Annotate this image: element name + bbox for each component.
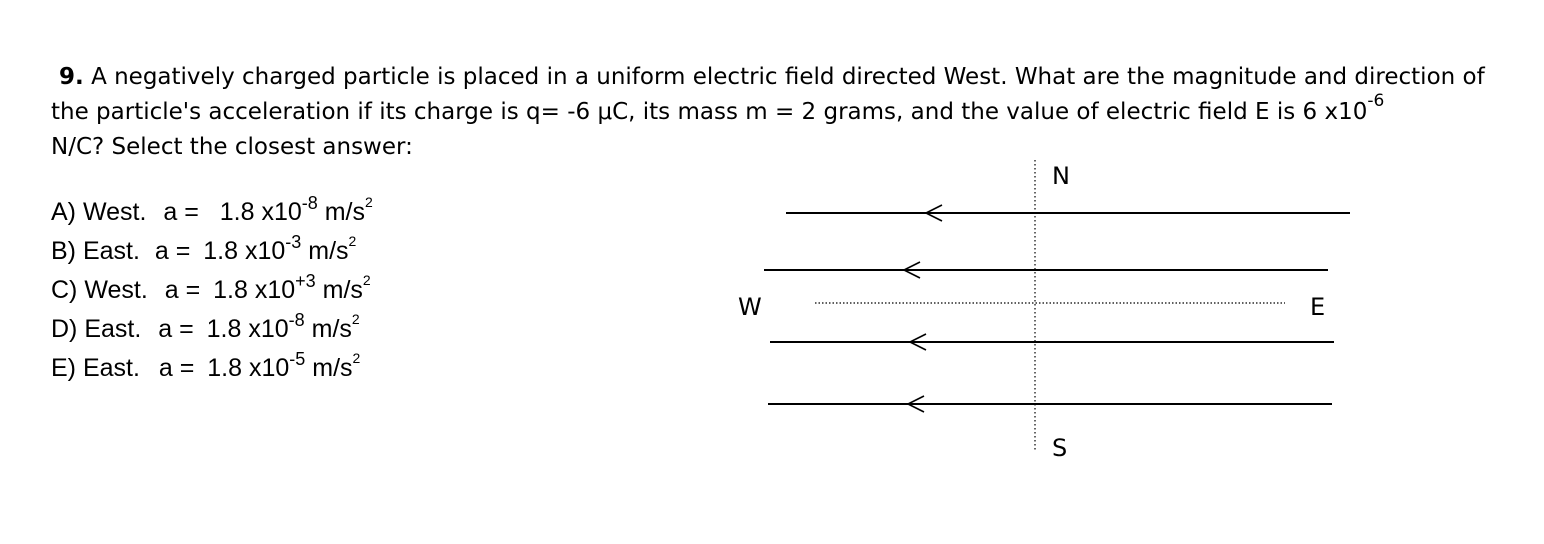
question-text (51, 60, 1491, 165)
field-diagram-svg (730, 160, 1370, 470)
field-exponent: -6 (1367, 91, 1385, 112)
answer-unit: m/s (322, 276, 363, 304)
field-line (768, 396, 1332, 412)
answer-mantissa: 1.8 x10 (203, 237, 286, 265)
answer-c[interactable] (51, 270, 373, 315)
answer-exponent: -5 (289, 348, 306, 369)
question-body-end: N/C? Select the closest answer: (51, 134, 413, 160)
field-diagram (730, 160, 1370, 474)
south-label: S (1052, 434, 1068, 462)
answer-label: E) East. (51, 354, 140, 382)
answer-unit-exponent: 2 (365, 193, 373, 210)
field-line (770, 334, 1334, 350)
answer-label: D) East. (51, 315, 142, 343)
answer-unit: m/s (312, 354, 353, 382)
answer-prefix: a = (158, 315, 194, 343)
answer-mantissa: 1.8 x10 (213, 276, 296, 304)
question-body: A negatively charged particle is placed in a uniform electric field directed West. What are the magnitude and direction of the particle's acceleration if its charge is q= -6 μC, its mass m = 2 grams, and the value of electric field E is 6 x10 (51, 64, 1485, 125)
answer-b[interactable] (51, 231, 373, 276)
field-line (764, 262, 1328, 278)
answer-mantissa: 1.8 x10 (206, 315, 289, 343)
answer-unit-exponent: 2 (351, 310, 360, 327)
north-label: N (1052, 162, 1070, 190)
field-line (786, 205, 1350, 221)
answer-prefix: a = (158, 354, 195, 382)
answer-prefix: a = (163, 198, 199, 226)
answer-d[interactable] (51, 309, 373, 354)
answer-unit-exponent: 2 (348, 232, 357, 249)
answer-label: B) East. (51, 237, 140, 265)
question-number: 9. (59, 64, 84, 90)
answer-exponent: -3 (285, 231, 302, 252)
answer-unit-exponent: 2 (362, 271, 371, 288)
west-label: W (738, 293, 762, 321)
answer-mantissa: 1.8 x10 (219, 198, 302, 226)
answer-choices (51, 192, 373, 393)
answer-exponent: -8 (301, 192, 318, 213)
answer-exponent: -8 (288, 309, 305, 330)
answer-mantissa: 1.8 x10 (207, 354, 290, 382)
answer-prefix: a = (164, 276, 201, 304)
answer-prefix: a = (154, 237, 191, 265)
answer-e[interactable] (51, 348, 373, 393)
answer-label: C) West. (51, 276, 148, 304)
answer-unit: m/s (308, 237, 349, 265)
answer-unit: m/s (311, 315, 352, 343)
east-label: E (1310, 293, 1326, 321)
answer-exponent: +3 (295, 270, 316, 291)
answer-unit-exponent: 2 (352, 349, 361, 366)
answer-unit: m/s (324, 198, 366, 226)
answer-label: A) West. (51, 198, 147, 226)
answer-a[interactable] (51, 192, 373, 237)
